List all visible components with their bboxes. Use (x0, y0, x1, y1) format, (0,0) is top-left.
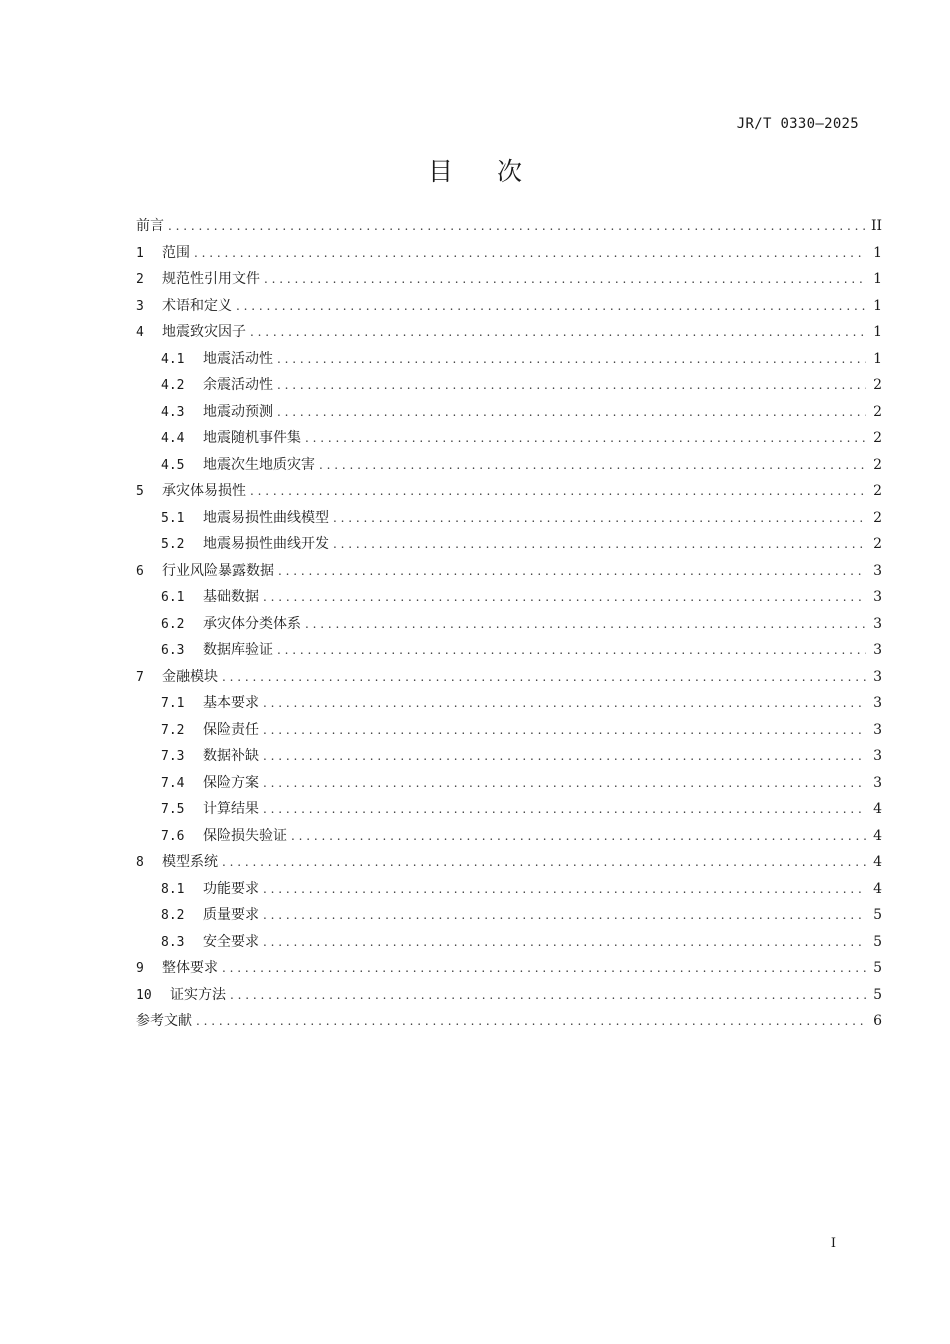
toc-dot-leader (333, 531, 866, 558)
toc-dot-leader (333, 505, 866, 532)
toc-entry-label: 证实方法 (170, 986, 226, 1003)
toc-subsection-entry[interactable] (136, 717, 882, 744)
toc-section-entry[interactable] (136, 319, 882, 346)
toc-entry-page: 5 (873, 907, 882, 923)
toc-entry-page: II (870, 218, 882, 234)
toc-dot-leader (319, 452, 866, 479)
toc-dot-leader (263, 770, 866, 797)
toc-entry-number: 3 (136, 298, 144, 314)
toc-entry-label: 术语和定义 (162, 297, 232, 314)
toc-entry-number: 7.2 (161, 722, 185, 738)
toc-entry-page: 3 (873, 748, 882, 764)
toc-entry-number: 8.3 (161, 934, 185, 950)
toc-subsection-entry[interactable] (136, 929, 882, 956)
toc-entry-number: 8.1 (161, 881, 185, 897)
toc-entry-page: 3 (873, 695, 882, 711)
document-code: JR/T 0330—2025 (736, 116, 859, 132)
toc-entry-number: 4.1 (161, 351, 185, 367)
toc-entry-number: 1 (136, 245, 144, 261)
toc-subsection-entry[interactable] (136, 743, 882, 770)
toc-entry-page: 3 (873, 615, 882, 632)
toc-dot-leader (277, 372, 866, 399)
toc-entry-label: 安全要求 (203, 933, 259, 950)
page-title: 目次 (427, 157, 566, 186)
toc-section-entry[interactable] (136, 240, 882, 267)
toc-section-entry[interactable] (136, 982, 882, 1009)
toc-entry-page: 1 (873, 244, 882, 261)
toc-entry-page: 5 (873, 960, 882, 976)
toc-dot-leader (263, 929, 866, 956)
toc-subsection-entry[interactable] (136, 611, 882, 638)
toc-subsection-entry[interactable] (136, 876, 882, 903)
toc-entry-number: 2 (136, 272, 144, 287)
toc-entry-page: 1 (873, 350, 882, 367)
toc-dot-leader (168, 213, 865, 240)
toc-entry-label: 参考文献 (136, 1013, 192, 1029)
toc-entry-number: 6.2 (161, 616, 185, 632)
toc-entry-number: 8 (136, 855, 144, 870)
toc-subsection-entry[interactable] (136, 902, 882, 929)
toc-section-entry[interactable] (136, 955, 882, 982)
toc-subsection-entry[interactable] (136, 505, 882, 532)
toc-entry-number: 4 (136, 325, 144, 340)
toc-entry-page: 2 (873, 403, 882, 420)
toc-dot-leader (230, 982, 866, 1009)
toc-dot-leader (305, 425, 866, 452)
toc-entry-number: 7.1 (161, 696, 185, 711)
toc-section-entry[interactable] (136, 213, 882, 240)
toc-entry-page: 3 (873, 668, 882, 685)
toc-entry-label: 地震致灾因子 (162, 324, 246, 340)
toc-entry-label: 整体要求 (162, 960, 218, 976)
toc-entry-page: 2 (873, 456, 882, 473)
toc-entry-label: 地震易损性曲线模型 (203, 509, 329, 526)
toc-entry-page: 4 (873, 801, 882, 817)
toc-subsection-entry[interactable] (136, 372, 882, 399)
toc-dot-leader (250, 478, 866, 505)
toc-entry-label: 行业风险暴露数据 (162, 562, 274, 579)
toc-entry-page: 1 (873, 324, 882, 340)
toc-entry-label: 地震易损性曲线开发 (203, 536, 329, 552)
toc-subsection-entry[interactable] (136, 452, 882, 479)
toc-entry-number: 10 (136, 987, 152, 1003)
toc-entry-number: 5.1 (161, 510, 185, 526)
toc-entry-number: 4.3 (161, 404, 185, 420)
toc-entry-number: 7.6 (161, 828, 185, 844)
toc-dot-leader (277, 346, 866, 373)
toc-dot-leader (305, 611, 866, 638)
toc-entry-label: 地震动预测 (203, 403, 273, 420)
toc-entry-page: 6 (873, 1013, 882, 1029)
toc-entry-number: 5 (136, 484, 144, 499)
toc-dot-leader (263, 690, 866, 717)
toc-entry-label: 计算结果 (203, 801, 259, 817)
toc-dot-leader (222, 955, 866, 982)
toc-subsection-entry[interactable] (136, 584, 882, 611)
toc-dot-leader (263, 584, 866, 611)
toc-section-entry[interactable] (136, 664, 882, 691)
toc-entry-label: 范围 (162, 244, 190, 261)
toc-entry-label: 地震次生地质灾害 (203, 456, 315, 473)
toc-dot-leader (263, 876, 866, 903)
toc-entry-label: 数据补缺 (203, 748, 259, 764)
toc-section-entry[interactable] (136, 849, 882, 876)
toc-entry-page: 2 (873, 536, 882, 552)
toc-subsection-entry[interactable] (136, 531, 882, 558)
toc-entry-page: 3 (873, 562, 882, 579)
toc-entry-number: 4.5 (161, 457, 185, 473)
toc-entry-label: 地震活动性 (203, 350, 273, 367)
toc-entry-page: 1 (873, 297, 882, 314)
toc-entry-page: 5 (873, 933, 882, 950)
toc-entry-page: 4 (873, 854, 882, 870)
toc-entry-label: 质量要求 (203, 907, 259, 923)
toc-section-entry[interactable] (136, 1008, 882, 1035)
toc-entry-number: 6.3 (161, 643, 185, 658)
toc-entry-page: 3 (873, 721, 882, 738)
toc-dot-leader (250, 319, 866, 346)
toc-entry-number: 4.2 (161, 378, 185, 393)
toc-entry-page: 2 (873, 483, 882, 499)
toc-subsection-entry[interactable] (136, 425, 882, 452)
toc-entry-label: 前言 (136, 218, 164, 234)
toc-entry-label: 基本要求 (203, 695, 259, 711)
toc-entry-label: 地震随机事件集 (203, 430, 301, 446)
toc-entry-number: 9 (136, 961, 144, 976)
toc-dot-leader (222, 664, 866, 691)
toc-entry-label: 金融模块 (162, 668, 218, 685)
toc-subsection-entry[interactable] (136, 690, 882, 717)
toc-entry-number: 4.4 (161, 431, 185, 446)
toc-subsection-entry[interactable] (136, 637, 882, 664)
toc-subsection-entry[interactable] (136, 399, 882, 426)
toc-entry-label: 承灾体易损性 (162, 483, 246, 499)
toc-section-entry[interactable] (136, 293, 882, 320)
toc-entry-page: 2 (873, 509, 882, 526)
page-number: I (830, 1236, 836, 1251)
toc-entry-number: 6 (136, 563, 144, 579)
toc-entry-page: 3 (873, 774, 882, 791)
toc-entry-page: 2 (873, 430, 882, 446)
toc-dot-leader (222, 849, 866, 876)
toc-entry-number: 5.2 (161, 537, 185, 552)
toc-entry-page: 3 (873, 642, 882, 658)
toc-entry-page: 4 (873, 880, 882, 897)
toc-subsection-entry[interactable] (136, 770, 882, 797)
toc-entry-label: 余震活动性 (203, 377, 273, 393)
toc-dot-leader (278, 558, 866, 585)
toc-entry-number: 7.3 (161, 749, 185, 764)
toc-dot-leader (196, 1008, 866, 1035)
toc-entry-page: 4 (873, 827, 882, 844)
toc-entry-label: 数据库验证 (203, 642, 273, 658)
toc-entry-number: 7.5 (161, 802, 185, 817)
toc-dot-leader (194, 240, 866, 267)
toc-entry-page: 5 (873, 986, 882, 1003)
toc-dot-leader (263, 796, 866, 823)
toc-entry-label: 保险损失验证 (203, 827, 287, 844)
toc-dot-leader (263, 743, 866, 770)
toc-dot-leader (277, 637, 866, 664)
toc-entry-label: 功能要求 (203, 880, 259, 897)
toc-entry-label: 规范性引用文件 (162, 271, 260, 287)
toc-dot-leader (277, 399, 866, 426)
toc-entry-number: 6.1 (161, 590, 185, 605)
toc-subsection-entry[interactable] (136, 796, 882, 823)
toc-subsection-entry[interactable] (136, 346, 882, 373)
table-of-contents (136, 213, 882, 1035)
toc-entry-label: 基础数据 (203, 589, 259, 605)
toc-entry-number: 7 (136, 669, 144, 685)
toc-entry-number: 8.2 (161, 908, 185, 923)
toc-entry-number: 7.4 (161, 775, 185, 791)
toc-section-entry[interactable] (136, 478, 882, 505)
toc-entry-page: 3 (873, 589, 882, 605)
toc-dot-leader (291, 823, 866, 850)
toc-entry-label: 保险方案 (203, 774, 259, 791)
toc-dot-leader (236, 293, 866, 320)
toc-entry-page: 1 (873, 271, 882, 287)
toc-entry-page: 2 (873, 377, 882, 393)
toc-entry-label: 保险责任 (203, 721, 259, 738)
toc-section-entry[interactable] (136, 266, 882, 293)
toc-entry-label: 承灾体分类体系 (203, 615, 301, 632)
toc-entry-label: 模型系统 (162, 854, 218, 870)
toc-dot-leader (263, 902, 866, 929)
toc-section-entry[interactable] (136, 558, 882, 585)
toc-dot-leader (263, 717, 866, 744)
toc-subsection-entry[interactable] (136, 823, 882, 850)
toc-dot-leader (264, 266, 866, 293)
